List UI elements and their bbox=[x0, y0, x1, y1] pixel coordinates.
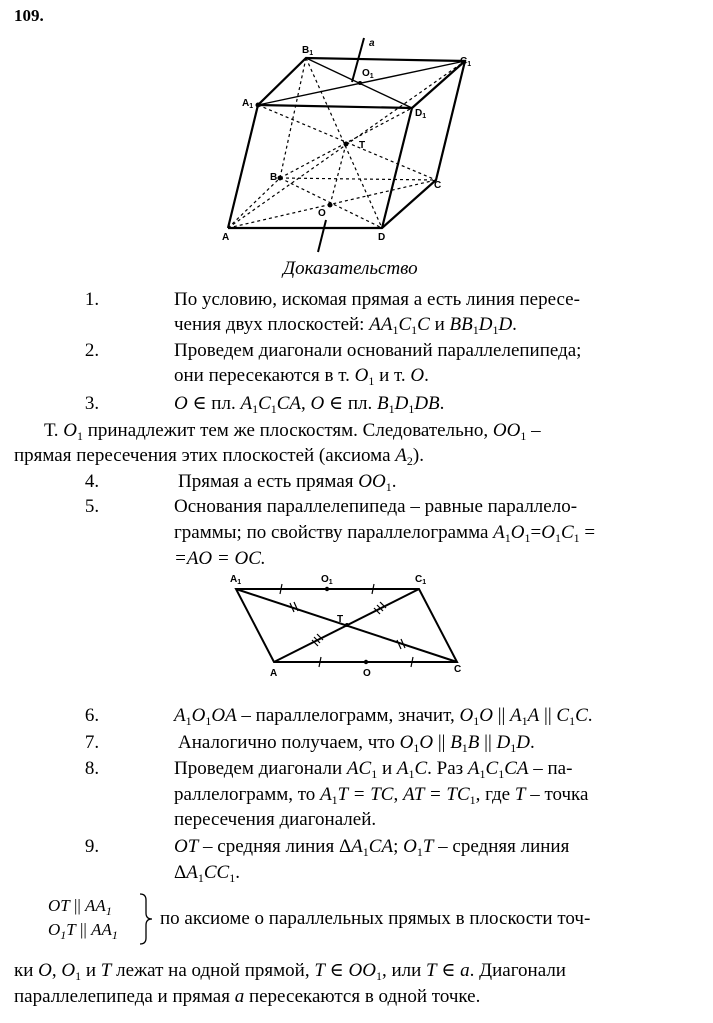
step-6-line: $A_1O_1OA$ – параллелограмм, значит, $O_1O$ || $A_1A$ || $C_1C$. bbox=[174, 705, 593, 728]
label-d1: $D_1$ bbox=[415, 108, 427, 120]
label-o: O bbox=[363, 668, 371, 679]
label-t: T bbox=[337, 614, 344, 625]
step-9-line-1: OT – средняя линия $\Delta A_1CA$; $O_1T$ – средняя линия bbox=[174, 836, 570, 859]
step-4-line: Прямая а есть прямая $OO_1$. bbox=[178, 471, 397, 494]
label-c: C bbox=[454, 664, 462, 675]
system-row-2: $O_1T$ || $AA_1$ bbox=[48, 920, 118, 942]
step-3-line: O ∈ пл. $A_1C_1CA$, O ∈ пл. $B_1D_1DB$. bbox=[174, 393, 445, 416]
step-8-line-1: Проведем диагонали $AC_1$ и $A_1C$. Раз $A_1C_1CA - па-$ bbox=[174, 758, 573, 781]
label-o1: $O_1$ bbox=[321, 574, 333, 586]
label-o: O bbox=[318, 208, 326, 219]
label-b1: $B_1$ bbox=[302, 45, 314, 57]
label-a1: $A_1$ bbox=[230, 574, 242, 586]
label-d: D bbox=[378, 232, 386, 243]
step-6-number: 6. bbox=[84, 705, 100, 726]
step-8-number: 8. bbox=[84, 758, 100, 779]
system-tail-text: по аксиоме о параллельных прямых в плоскости точ- bbox=[160, 908, 591, 929]
step-1-number: 1. bbox=[84, 289, 100, 310]
label-c1: $C_1$ bbox=[415, 574, 427, 586]
step-5-line-1: Основания параллелепипеда – равные параллело- bbox=[174, 496, 578, 517]
paragraph-1-line-1: Т. $O_1$ принадлежит тем же плоскостям. Следовательно, $OO_1$ – bbox=[44, 420, 541, 443]
step-1-line-1: По условию, искомая прямая а есть линия пересе- bbox=[174, 289, 580, 310]
step-2-line-1: Проведем диагонали оснований параллелепипеда; bbox=[174, 340, 582, 361]
label-c: C bbox=[434, 180, 442, 191]
parallelogram-figure bbox=[226, 570, 476, 682]
line-a bbox=[318, 38, 364, 252]
system-row-1: OT || $AA_1$ bbox=[48, 896, 112, 918]
step-7-line: Аналогично получаем, что $O_1O$ || $B_1B$ || $D_1D$. bbox=[178, 732, 535, 755]
step-7-number: 7. bbox=[84, 732, 100, 753]
step-1-line-2: чения двух плоскостей: $AA_1C_1C$ и $BB_1D_1D$. bbox=[174, 314, 517, 337]
step-3-number: 3. bbox=[84, 393, 100, 414]
step-9-number: 9. bbox=[84, 836, 100, 857]
label-a: A bbox=[270, 668, 278, 679]
label-b: B bbox=[270, 172, 278, 183]
step-5-line-2: граммы; по свойству параллелограмма $A_1O_1=O_1C_1$ = bbox=[174, 522, 596, 545]
final-line-2: параллелепипеда и прямая a пересекаются в одной точке. bbox=[14, 986, 481, 1007]
label-a-vertex: A bbox=[222, 232, 230, 243]
proof-caption: Доказательство bbox=[283, 258, 418, 279]
step-8-line-3: пересечения диагоналей. bbox=[174, 809, 377, 830]
problem-number: 109. bbox=[14, 6, 44, 25]
right-brace-icon bbox=[138, 892, 154, 946]
step-9-line-2: $\Delta A_1CC_1$. bbox=[174, 862, 240, 885]
label-a: a bbox=[369, 38, 375, 49]
label-o1: $O_1$ bbox=[362, 68, 374, 80]
label-t: T bbox=[359, 140, 366, 151]
paragraph-1-line-2: прямая пересечения этих плоскостей (аксиома $A_2$). bbox=[14, 445, 424, 468]
parallelogram-points bbox=[325, 587, 368, 664]
final-line-1: ки O, $O_1$ и T лежат на одной прямой, T ∈ $OO_1$, или T ∈ a. Диагонали bbox=[14, 960, 566, 983]
step-5-line-3: =AO = OC. bbox=[174, 548, 266, 569]
step-2-number: 2. bbox=[84, 340, 100, 361]
step-8-line-2: раллелограмм, то $A_1T$ = TC, AT = $TC_1$, где T – точка bbox=[174, 784, 589, 807]
label-a1: $A_1$ bbox=[242, 98, 254, 110]
parallelepiped-figure bbox=[210, 30, 470, 260]
parallel-system bbox=[48, 894, 118, 942]
label-c1: $C_1$ bbox=[460, 56, 472, 68]
step-5-number: 5. bbox=[84, 496, 100, 517]
figure-points bbox=[256, 81, 366, 208]
step-4-number: 4. bbox=[84, 471, 100, 492]
step-2-line-2: они пересекаются в т. $O_1$ и т. O. bbox=[174, 365, 429, 388]
